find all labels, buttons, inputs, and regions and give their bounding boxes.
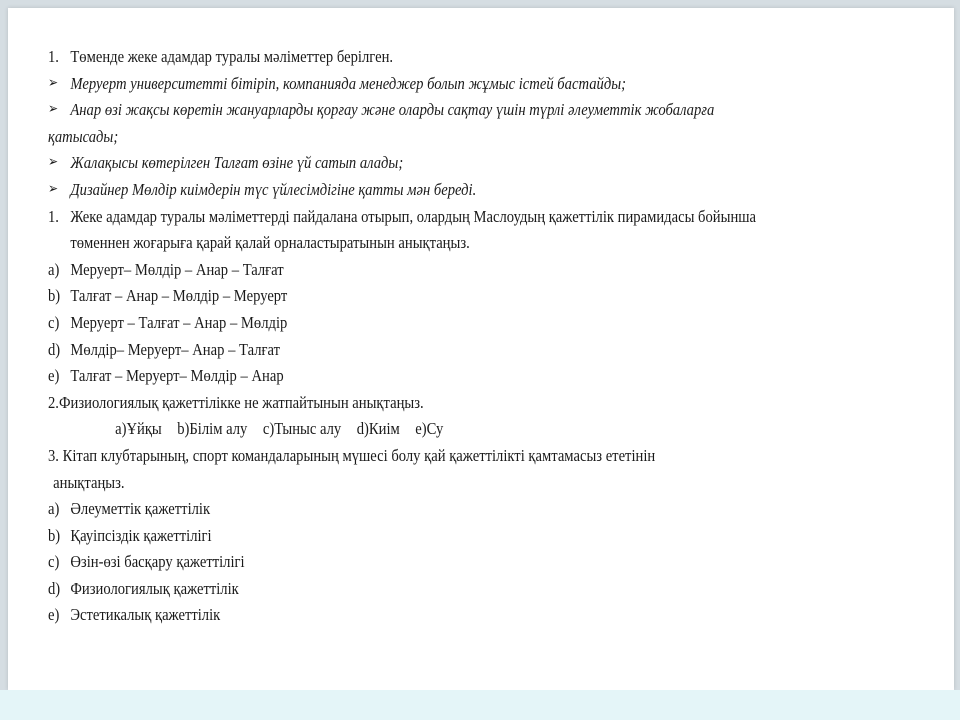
- arrow-bullet-icon: ➢: [48, 155, 59, 171]
- answer-option: [48, 523, 788, 550]
- bullet-text: Жалақысы көтерілген Талғат өзіне үй сатып алады;: [70, 153, 404, 173]
- option-text: c)Тыныс алу: [262, 419, 342, 439]
- option-label: b): [48, 286, 61, 306]
- option-text: Меруерт– Мөлдір – Анар – Талғат: [70, 259, 284, 279]
- option-label: d): [48, 339, 61, 359]
- answer-option: [48, 549, 788, 576]
- option-text: Меруерт – Талғат – Анар – Мөлдір: [70, 312, 288, 332]
- option-label: e): [48, 366, 60, 386]
- bullet-item: [48, 71, 788, 98]
- answer-option: [48, 496, 788, 523]
- bullet-continuation: [48, 124, 788, 151]
- option-label: b): [48, 525, 61, 545]
- option-text: Физиологиялық қажеттілік: [70, 578, 239, 598]
- document-content: [48, 44, 788, 629]
- question-3: [48, 443, 788, 470]
- question-2-options: [48, 416, 788, 443]
- option-text: b)Білім алу: [177, 419, 248, 439]
- option-text: Эстетикалық қажеттілік: [70, 605, 221, 625]
- bullet-text: Дизайнер Мөлдір киімдерін түс үйлесімдігіне қатты мән береді.: [70, 179, 477, 199]
- question-text: 3. Кітап клубтарының, спорт командаларының мүшесі болу қай қажеттілікті қамтамасыз ететінін: [48, 445, 656, 465]
- question-text: Жеке адамдар туралы мәліметтерді пайдалана отырып, олардың Маслоудың қажеттілік пирамидасы бойынша: [70, 206, 757, 226]
- arrow-bullet-icon: ➢: [48, 75, 59, 91]
- option-text: Әлеуметтік қажеттілік: [70, 499, 211, 519]
- option-label: c): [48, 552, 60, 572]
- option-label: c): [48, 312, 60, 332]
- option-text: d)Киім: [356, 419, 400, 439]
- answer-option: [48, 310, 788, 337]
- question-text: анықтаңыз.: [53, 472, 125, 492]
- footer-band: [0, 690, 960, 720]
- question-number: 1.: [48, 206, 59, 226]
- option-text: Өзін-өзі басқару қажеттілігі: [70, 552, 245, 572]
- bullet-item: [48, 150, 788, 177]
- option-label: d): [48, 578, 61, 598]
- bullet-item: [48, 97, 788, 124]
- answer-option: [48, 576, 788, 603]
- option-text: e)Су: [415, 419, 444, 439]
- question-1-continuation: [48, 230, 788, 257]
- bullet-item: [48, 177, 788, 204]
- option-text: Талғат – Анар – Мөлдір – Меруерт: [70, 286, 288, 306]
- option-label: a): [48, 499, 60, 519]
- option-label: e): [48, 605, 60, 625]
- option-text: Мөлдір– Меруерт– Анар – Талғат: [70, 339, 281, 359]
- question-2: [48, 390, 788, 417]
- answer-option: [48, 363, 788, 390]
- intro-line: [48, 44, 788, 71]
- option-label: a): [48, 259, 60, 279]
- bullet-text: қатысады;: [48, 126, 119, 146]
- bullet-text: Меруерт университетті бітіріп, компанияда менеджер болып жұмыс істей бастайды;: [70, 73, 626, 93]
- question-text: төменнен жоғарыға қарай қалай орналастыратынын анықтаңыз.: [70, 233, 470, 253]
- question-1: [48, 204, 788, 231]
- option-text: а)Ұйқы: [115, 419, 162, 439]
- answer-option: [48, 602, 788, 629]
- intro-text: Төменде жеке адамдар туралы мәліметтер берілген.: [70, 47, 394, 66]
- question-3-continuation: [48, 470, 788, 497]
- answer-option: [48, 337, 788, 364]
- option-text: Қауіпсіздік қажеттілігі: [70, 525, 212, 545]
- answer-option: [48, 257, 788, 284]
- arrow-bullet-icon: ➢: [48, 102, 59, 118]
- answer-option: [48, 283, 788, 310]
- option-text: Талғат – Меруерт– Мөлдір – Анар: [70, 366, 284, 386]
- question-text: 2.Физиологиялық қажеттілікке не жатпайтынын анықтаңыз.: [48, 392, 424, 412]
- arrow-bullet-icon: ➢: [48, 181, 59, 197]
- list-number: 1.: [48, 47, 59, 66]
- bullet-text: Анар өзі жақсы көретін жануарларды қорғау және оларды сақтау үшін түрлі әлеуметтік жобаларға: [70, 100, 715, 120]
